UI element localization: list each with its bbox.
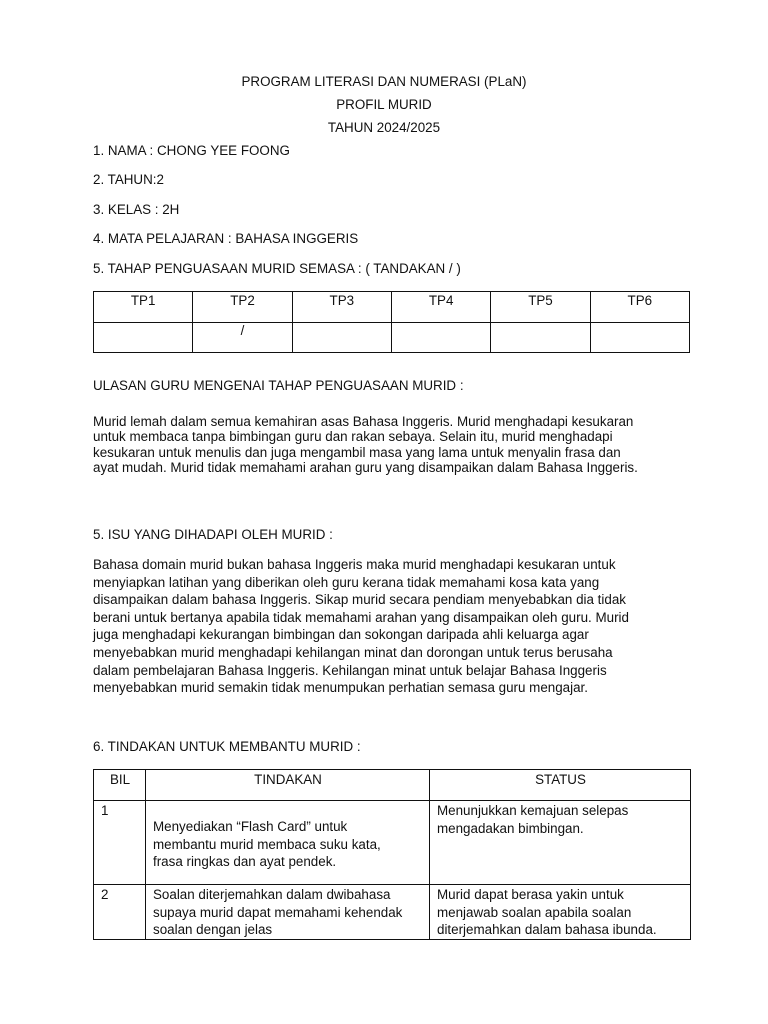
tindakan-line: frasa ringkas dan ayat pendek. xyxy=(153,854,337,869)
isu-line: menyebabkan murid semakin tidak menumpukan perhatian semasa guru mengajar. xyxy=(93,680,588,696)
ulasan-line: kesukaran untuk menulis dan juga mengambil masa yang lama untuk menyalin frasa dan xyxy=(93,444,621,460)
field-nama: 1. NAMA : CHONG YEE FOONG xyxy=(93,143,290,158)
tindakan-header-row xyxy=(94,770,691,801)
status-line: mengadakan bimbingan. xyxy=(437,820,584,836)
tp-header-row xyxy=(94,292,690,323)
tp-header-cell: TP3 xyxy=(292,292,391,323)
isu-line: menyebabkan murid menghadapi kehilangan minat dan dorongan untuk terus berusaha xyxy=(93,644,613,660)
isu-line: berani untuk bertanya apabila tidak memahami arahan yang disampaikan oleh guru. Murid xyxy=(93,609,629,625)
profile-title: PROFIL MURID xyxy=(336,97,432,112)
tindakan-line: soalan dengan jelas xyxy=(153,922,273,937)
tindakan-cell xyxy=(146,801,430,885)
table-row xyxy=(94,885,691,940)
tp-header-cell: TP4 xyxy=(391,292,490,323)
isu-line: dalam pembelajaran Bahasa Inggeris. Kehilangan minat untuk belajar Bahasa Inggeris xyxy=(93,662,607,678)
ulasan-line: untuk membaca tanpa bimbingan guru dan rakan sebaya. Selain itu, murid menghadapi xyxy=(93,429,613,445)
tp-mark-cell: / xyxy=(193,323,292,353)
isu-line: disampaikan dalam bahasa Inggeris. Sikap murid secara pendiam menyebabkan dia tidak xyxy=(93,592,626,608)
tindakan-line: Soalan diterjemahkan dalam dwibahasa xyxy=(153,887,391,902)
program-title: PROGRAM LITERASI DAN NUMERASI (PLaN) xyxy=(241,74,527,89)
field-tahap-penguasaan: 5. TAHAP PENGUASAAN MURID SEMASA : ( TANDAKAN / ) xyxy=(93,261,461,276)
tp-table xyxy=(93,291,690,353)
tp-mark-cell xyxy=(590,323,689,353)
bil-cell: 1 xyxy=(94,801,146,885)
tp-mark-row xyxy=(94,323,690,353)
isu-paragraph xyxy=(93,556,693,697)
isu-line: Bahasa domain murid bukan bahasa Inggeris maka murid menghadapi kesukaran untuk xyxy=(93,557,616,572)
status-cell xyxy=(430,885,691,940)
tindakan-table xyxy=(93,769,691,940)
tp-mark-cell xyxy=(292,323,391,353)
field-mata-pelajaran: 4. MATA PELAJARAN : BAHASA INGGERIS xyxy=(93,231,359,246)
status-line: menjawab soalan apabila soalan xyxy=(437,904,632,920)
table-row xyxy=(94,801,691,885)
tp-mark-cell xyxy=(391,323,490,353)
tindakan-heading: 6. TINDAKAN UNTUK MEMBANTU MURID : xyxy=(93,739,361,754)
tp-header-cell: TP1 xyxy=(94,292,193,323)
year-title: TAHUN 2024/2025 xyxy=(327,120,441,135)
status-line: Menunjukkan kemajuan selepas xyxy=(437,803,629,818)
tindakan-line: Menyediakan “Flash Card” untuk xyxy=(153,819,348,834)
status-cell xyxy=(430,801,691,885)
tindakan-line: membantu murid membaca suku kata, xyxy=(153,836,381,852)
ulasan-heading: ULASAN GURU MENGENAI TAHAP PENGUASAAN MURID : xyxy=(93,378,464,393)
column-header-tindakan: TINDAKAN xyxy=(146,770,430,801)
ulasan-paragraph xyxy=(93,414,693,475)
column-header-bil: BIL xyxy=(94,770,146,801)
tp-header-cell: TP5 xyxy=(491,292,590,323)
isu-line: juga menghadapi kekurangan bimbingan dan sokongan daripada ahli keluarga agar xyxy=(93,627,589,643)
tp-header-cell: TP2 xyxy=(193,292,292,323)
column-header-status: STATUS xyxy=(430,770,691,801)
ulasan-line: Murid lemah dalam semua kemahiran asas Bahasa Inggeris. Murid menghadapi kesukaran xyxy=(93,414,634,429)
isu-line: menyiapkan latihan yang diberikan oleh guru kerana tidak memahami kosa kata yang xyxy=(93,574,600,590)
ulasan-line: ayat mudah. Murid tidak memahami arahan guru yang disampaikan dalam Bahasa Inggeris. xyxy=(93,459,638,475)
tindakan-line: supaya murid dapat memahami kehendak xyxy=(153,904,403,920)
field-kelas: 3. KELAS : 2H xyxy=(93,202,180,217)
field-tahun: 2. TAHUN:2 xyxy=(93,172,164,187)
status-line: diterjemahkan dalam bahasa ibunda. xyxy=(437,922,657,937)
tp-header-cell: TP6 xyxy=(590,292,689,323)
tp-mark-cell xyxy=(94,323,193,353)
isu-heading: 5. ISU YANG DIHADAPI OLEH MURID : xyxy=(93,527,333,542)
tp-mark-cell xyxy=(491,323,590,353)
tindakan-cell xyxy=(146,885,430,940)
bil-cell: 2 xyxy=(94,885,146,940)
status-line: Murid dapat berasa yakin untuk xyxy=(437,887,624,902)
